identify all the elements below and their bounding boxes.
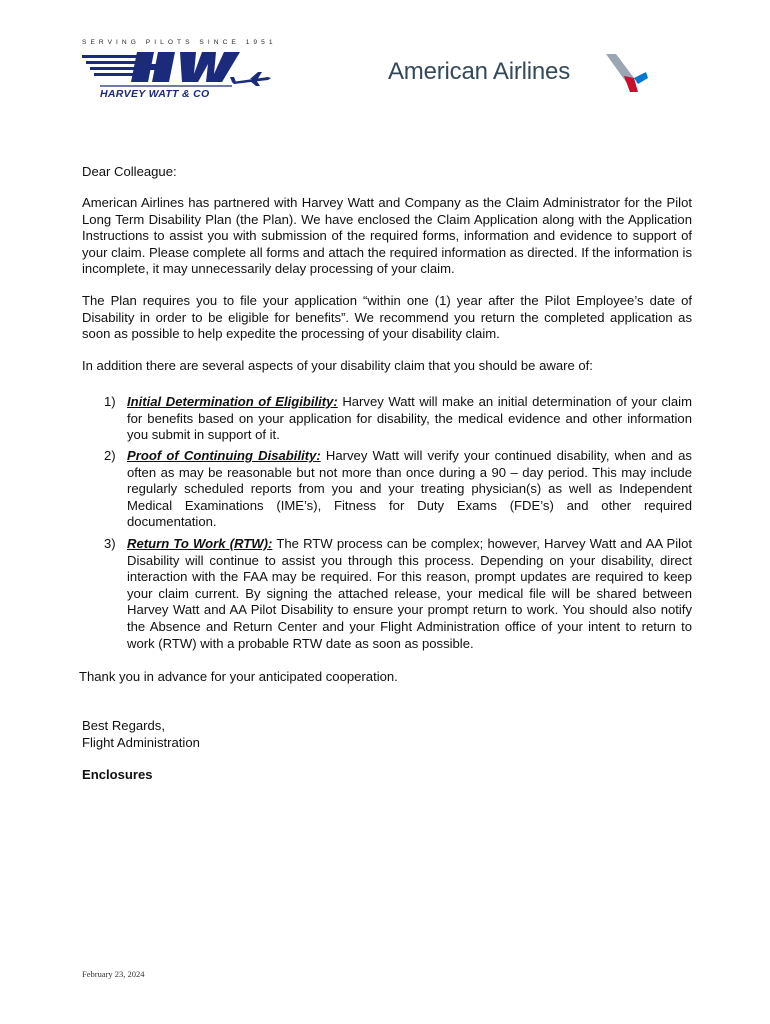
list-item-text: The RTW process can be complex; however, Harvey Watt and AA Pilot Disability will continue to assist you through this process. Depending on your disability, direct interaction with the FAA may be required. For this reason, prompt updates are required to keep your claim current. By signing the attached release, your medical file will be shared between Harvey Watt and AA Pilot Disability to ensure your prompt return to work. You should also notify the Absence and Return Center and your Flight Administration office of your intent to return to work (RTW) with a probable RTW date as soon as possible. bbox=[127, 536, 692, 651]
footer-date: February 23, 2024 bbox=[82, 969, 145, 979]
list-item-text: Harvey Watt will verify your continued disability, when and as often as may be reasonable but not more than once during a 90 – day period. This may include regularly scheduled reports from you and your treating physician(s) as well as Independent Medical Examinations (IME’s), Fitness for Duty Exams (FDE’s) and other required documentation. bbox=[127, 448, 692, 530]
american-airlines-flight-symbol-icon bbox=[604, 52, 650, 99]
list-item-number: 2) bbox=[104, 448, 116, 463]
list-item-term: Proof of Continuing Disability: bbox=[127, 448, 321, 463]
closing: Best Regards, bbox=[82, 718, 165, 733]
harvey-watt-tagline: SERVING PILOTS SINCE 1951 bbox=[82, 39, 277, 46]
paragraph-filing-deadline: The Plan requires you to file your application “within one (1) year after the Pilot Employee’s date of Disability in order to be eligible for benefits”. We recommend you return the completed application as soon as possible to help expedite the processing of your disability claim. bbox=[82, 293, 692, 342]
airplane-icon bbox=[230, 72, 271, 86]
list-item-number: 3) bbox=[104, 536, 116, 551]
greeting: Dear Colleague: bbox=[82, 164, 177, 179]
american-airlines-name: American Airlines bbox=[388, 58, 571, 85]
list-item-term: Return To Work (RTW): bbox=[127, 536, 273, 551]
list-item-term: Initial Determination of Eligibility: bbox=[127, 394, 338, 409]
thank-you-line: Thank you in advance for your anticipated cooperation. bbox=[79, 669, 398, 684]
signature: Flight Administration bbox=[82, 735, 200, 750]
paragraph-aspects-intro: In addition there are several aspects of your disability claim that you should be aware of: bbox=[82, 358, 593, 373]
harvey-watt-wings-icon bbox=[82, 50, 277, 90]
list-item-number: 1) bbox=[104, 394, 116, 409]
paragraph-partnership: American Airlines has partnered with Harvey Watt and Company as the Claim Administrator for the Pilot Long Term Disability Plan (the Plan). We have enclosed the Claim Application along with the Application Instructions to assist you with submission of the required forms, information and evidence to support of your claim. Please complete all forms and attach the required information as directed. If the information is incomplete, it may unnecessarily delay processing of your claim. bbox=[82, 195, 692, 277]
enclosures-label: Enclosures bbox=[82, 767, 153, 782]
list-item-text: Harvey Watt will make an initial determination of your claim for benefits based on your application for disability, the medical evidence and other information you submit in support of it. bbox=[127, 394, 693, 443]
harvey-watt-name: HARVEY WATT & CO bbox=[100, 88, 210, 100]
